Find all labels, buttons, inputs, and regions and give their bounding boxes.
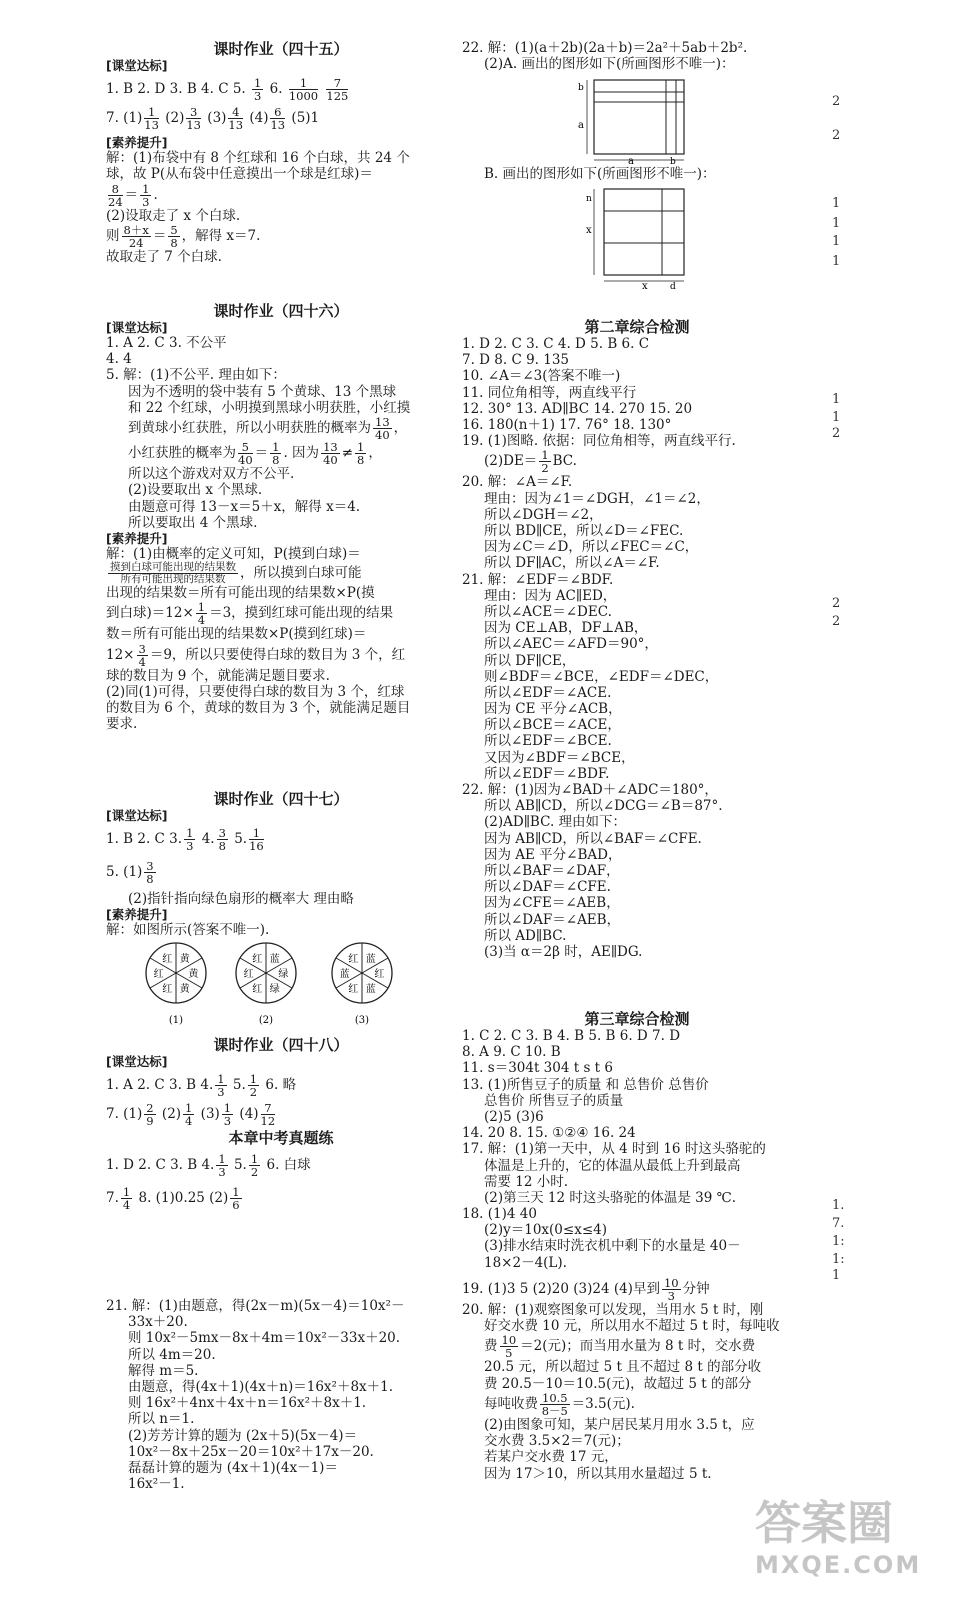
tag-improve: [素养提升]	[106, 530, 168, 546]
sector-label: 红	[348, 953, 359, 965]
figure-caption: (2)	[258, 1014, 274, 1026]
svg-text:b: b	[670, 157, 676, 167]
text-line: 需要 12 小时.	[484, 1173, 569, 1190]
text-line: 12× $\frac{3}{4}$ ＝9，所以只要使得白球的数目为 3 个，红	[106, 641, 406, 669]
answer-line: 1. D 2. C 3. C 4. D 5. B 6. C	[462, 336, 650, 352]
sector-label: 蓝	[365, 983, 376, 995]
sector-label: 红	[153, 968, 164, 980]
section-title: 第二章综合检测	[584, 318, 690, 336]
sector-label: 蓝	[269, 953, 280, 965]
answer-line: 11. s＝304t 304 t s t 6	[462, 1060, 613, 1077]
text-line: 费 20.5－10＝10.5(元)，故超过 5 t 的部分	[484, 1375, 752, 1392]
text-line: 因为∠CFE＝∠AEB，	[484, 895, 620, 912]
text-line: 理由：因为 AC∥ED，	[484, 587, 617, 604]
answer-line: 8. A 9. C 10. B	[462, 1044, 561, 1061]
text-line: 16x²－1.	[128, 1476, 185, 1493]
tag-classroom: [课堂达标]	[106, 808, 168, 823]
text-line: (2)设取走了 x 个白球.	[106, 207, 241, 224]
sector-label: 黄	[179, 983, 190, 995]
text-line: (2)y＝10x(0≤x≤4)	[484, 1222, 607, 1239]
svg-text:a: a	[628, 156, 634, 167]
text-line: 所以∠EDF＝∠ACE.	[484, 684, 612, 701]
text-line: 所以∠AEC＝∠AFD＝90°，	[484, 636, 658, 653]
tag-classroom: [课堂达标]	[106, 320, 168, 335]
text-line: 数＝所有可能出现的结果数×P(摸到红球)＝	[106, 626, 367, 643]
watermark-en: MXQE.COM	[755, 1551, 922, 1579]
edge-char: 1:	[832, 1234, 845, 1249]
answer-line: 总售价 所售豆子的质量	[484, 1092, 624, 1109]
fraction: $\frac{7}{125}$	[326, 76, 349, 104]
text-line: 所以∠DAF＝∠AEB，	[484, 911, 621, 928]
answer-line: 12. 30° 13. AD∥BC 14. 270 15. 20	[462, 400, 693, 417]
text-line: 故取走了 7 个白球.	[106, 249, 222, 266]
section-47	[106, 790, 456, 1029]
text-line: (2)A. 画出的图形如下(所画图形不唯一)：	[484, 56, 735, 73]
answer-line: 10. ∠A＝∠3(答案不唯一)	[462, 368, 621, 385]
sector-label: 红	[162, 953, 173, 965]
question-21	[106, 1298, 456, 1492]
text-line: 若某户交水费 17 元，	[484, 1449, 618, 1466]
answer-line: (2)DE＝ $\frac{1}{2}$ BC.	[484, 448, 577, 476]
text-line: (2)第三天 12 时这头骆驼的体温是 39 ℃.	[484, 1189, 737, 1206]
text-line: 交水费 3.5×2＝7(元)；	[484, 1433, 630, 1450]
text-line: (2)同(1)可得，只要使得白球的数目为 3 个，红球	[106, 683, 405, 700]
text-line: 和 22 个红球，小明摸到黑球小明获胜，小红摸	[128, 399, 411, 416]
answer-line: 1. B 2. D 3. B 4. C 5. $\frac{1}{3}$ 6. $\frac{1}{1000}$ $\frac{7}{125}$	[106, 76, 349, 104]
text-line: 33x＋20.	[128, 1314, 188, 1331]
edge-char: 2	[832, 596, 841, 611]
text-line: 22. 解：(1)因为∠BAD＋∠ADC＝180°，	[462, 782, 718, 798]
text-line: 则 10x²－5mx－8x＋4m＝10x²－33x＋20.	[128, 1330, 401, 1347]
svg-text:x: x	[642, 280, 648, 292]
text-line: 又因为∠BDF＝∠BCE，	[484, 749, 635, 766]
answer-line: (2)5 (3)6	[484, 1108, 544, 1125]
text-line: 因为 AE 平分∠BAD，	[484, 846, 622, 863]
figure-a	[462, 72, 812, 166]
tag-improve: [素养提升]	[106, 907, 168, 923]
edge-char: 1.	[832, 1198, 845, 1213]
answer-line: 1. B 2. C 3. $\frac{1}{3}$ 4. $\frac{3}{8}$ 5. $\frac{1}{16}$	[106, 826, 264, 854]
question-22a	[462, 40, 812, 293]
text-line: 因为不透明的袋中装有 5 个黄球、13 个黑球	[128, 383, 397, 400]
text-line: 因为∠C＝∠D，所以∠FEC＝∠C，	[484, 539, 699, 556]
answer-line: 19. (1)3 5 (2)20 (3)24 (4)早到 $\frac{10}{3}$ 分钟	[462, 1275, 710, 1303]
edge-char: 2	[832, 128, 841, 143]
section-title: 本章中考真题练	[228, 1129, 334, 1148]
answer-line: 7. D 8. C 9. 135	[462, 352, 570, 369]
edge-char: 2	[832, 426, 841, 441]
text-line: 所以∠EDF＝∠BCE.	[484, 733, 612, 750]
sector-label: 红	[348, 983, 359, 995]
edge-char: 1	[832, 216, 841, 231]
answer-line: 13. (1)所售豆子的质量 和 总售价 总售价	[462, 1076, 709, 1093]
text-line: 解：(1)由概率的定义可知，P(摸到白球)＝	[106, 545, 361, 562]
text-line: (2)指针指向绿色扇形的概率大 理由略	[128, 891, 354, 908]
edge-char: 1	[832, 196, 841, 211]
edge-char: 1	[832, 392, 841, 407]
text-line: 因为 CE⊥AB，DF⊥AB，	[484, 620, 648, 637]
section-title: 课时作业（四十六）	[213, 302, 349, 320]
text-line: 所以∠EDF＝∠BDF.	[484, 765, 610, 782]
fraction: $\frac{1}{1000}$	[288, 76, 319, 104]
text-line: 所以 n＝1.	[128, 1411, 195, 1428]
text-line: 的数目为 6 个，黄球的数目为 3 个，就能满足题目	[106, 700, 411, 717]
sector-label: 红	[243, 968, 254, 980]
text-line: 体温是上升的，它的体温从最低上升到最高	[484, 1157, 741, 1174]
svg-text:a: a	[578, 120, 584, 132]
text-line: 所以 DF∥CE，	[484, 652, 576, 669]
answer-line: 5. (1) $\frac{3}{8}$	[106, 859, 154, 887]
text-line: 磊磊计算的题为 (4x＋1)(4x－1)＝	[128, 1459, 338, 1476]
text-line: $\frac{8}{24}$ ＝ $\frac{1}{3}$ .	[108, 181, 158, 209]
text-line: 所以 AD∥BC.	[484, 927, 567, 944]
svg-text:n: n	[586, 193, 592, 204]
text-line: 球的数目为 9 个，就能满足题目要求.	[106, 667, 330, 684]
chapter-3-test	[462, 1010, 812, 1482]
answer-line: 11. 同位角相等，两直线平行	[462, 384, 637, 401]
answer-line: 7. (1) $\frac{2}{9}$ (2) $\frac{1}{4}$ (3) $\frac{1}{3}$ (4) $\frac{7}{12}$	[106, 1101, 276, 1129]
section-title: 课时作业（四十八）	[213, 1036, 349, 1054]
edge-char: 1	[832, 1268, 841, 1283]
text-line: 因为 CE 平分∠ACB，	[484, 701, 622, 718]
figure-b	[462, 183, 812, 293]
text-line: 所以 BD∥CE，所以∠D＝∠FEC.	[484, 523, 684, 539]
text-line: 所以 AB∥CD，所以∠DCG＝∠B＝87°.	[484, 798, 723, 815]
text-line: 22. 解：(1)(a＋2b)(2a＋b)＝2a²＋5ab＋2b².	[462, 40, 748, 56]
text-line: 18×2－4(L).	[484, 1254, 567, 1271]
watermark-logo	[755, 1496, 945, 1596]
svg-text:b: b	[578, 83, 584, 94]
svg-text:d: d	[670, 281, 676, 292]
answer-line: 7. (1) $\frac{1}{13}$ (2) $\frac{3}{13}$ (3) $\frac{4}{13}$ (4) $\frac{6}{13}$ (5)1	[106, 105, 320, 133]
section-45	[106, 40, 456, 265]
tag-classroom: [课堂达标]	[106, 1054, 168, 1069]
text-line: 所以∠BCE＝∠ACE，	[484, 717, 621, 734]
section-title: 课时作业（四十五）	[213, 40, 349, 58]
edge-char: 1	[832, 254, 841, 269]
text-line: 20. 解：∠A＝∠F.	[462, 474, 573, 491]
text-line: 每吨收费 $\frac{10.5}{8-5}$ ＝3.5(元).	[484, 1390, 635, 1418]
answer-line: 1. D 2. C 3. B 4. $\frac{1}{3}$ 5. $\frac{1}{2}$ 6. 白球	[106, 1152, 311, 1180]
text-line: (2)设要取出 x 个黑球.	[128, 482, 263, 499]
text-line: 则 $\frac{8+x}{24}$ ＝ $\frac{5}{8}$ ，解得 x＝7.	[106, 222, 261, 250]
text-line: 因为 AB∥CD，所以∠BAF＝∠CFE.	[484, 830, 702, 847]
text-line: 到白球)＝12× $\frac{1}{4}$ ＝3，摸到红球可能出现的结果	[106, 600, 394, 628]
text-line: 解：如图所示(答案不唯一).	[106, 922, 270, 939]
text-line: 所以∠ACE＝∠DEC.	[484, 603, 612, 620]
section-46	[106, 302, 456, 733]
text-line: (3)当 α＝2β 时，AE∥DG.	[484, 943, 643, 960]
text-line: 所以∠DGH＝∠2，	[484, 506, 603, 523]
sector-label: 黄	[179, 953, 190, 965]
text-line: 理由：因为∠1＝∠DGH，∠1＝∠2，	[484, 490, 710, 507]
text-line: 所以 4m＝20.	[128, 1346, 216, 1363]
section-title: 第三章综合检测	[584, 1010, 690, 1028]
section-48	[106, 1036, 456, 1212]
answer-line: 4. 4	[106, 351, 132, 368]
chapter-2-test	[462, 318, 812, 960]
watermark-cn: 答案圈	[755, 1496, 893, 1550]
text-line: 18. (1)4 40	[462, 1206, 537, 1223]
text-line: 则 16x²＋4nx＋4x＋n＝16x²＋8x＋1.	[128, 1395, 367, 1412]
text-line: 21. 解：(1)由题意，得(2x－m)(5x－4)＝10x²－	[106, 1298, 405, 1314]
answer-line: 1. C 2. C 3. B 4. B 5. B 6. D 7. D	[462, 1028, 681, 1044]
edge-char: 2	[832, 614, 841, 629]
text-line: 由题意，得(4x＋1)(4x＋n)＝16x²＋8x＋1.	[128, 1378, 394, 1395]
section-title: 课时作业（四十七）	[213, 790, 349, 808]
svg-text:x: x	[586, 224, 592, 236]
sector-label: 红	[252, 983, 263, 995]
sector-label: 蓝	[339, 968, 350, 980]
sector-label: 红	[162, 983, 173, 995]
edge-char: 7.	[832, 1216, 845, 1231]
edge-char: 2	[832, 94, 841, 109]
edge-char: 1	[832, 234, 841, 249]
answer-line: 1. A 2. C 3. B 4. $\frac{1}{3}$ 5. $\frac{1}{2}$ 6. 略	[106, 1072, 297, 1100]
text-line: 费 $\frac{10}{5}$ ＝2(元)；而当用水量为 8 t 时，交水费	[484, 1333, 756, 1361]
tag-classroom: [课堂达标]	[106, 58, 168, 73]
text-line: 则∠BDF＝∠BCE，∠EDF＝∠DEC，	[484, 668, 719, 685]
text-line: $\frac{\text{摸到白球可能出现的结果数}}{\text{所有可能出现的结果数}}$ ，所以摸到白球可能	[110, 561, 362, 586]
text-line: (3)排水结束时洗衣机中剩下的水量是 40－	[484, 1238, 741, 1255]
text-line: 所以∠BAF＝∠DAF，	[484, 862, 620, 879]
text-line: 到黄球小红获胜，所以小明获胜的概率为 $\frac{13}{40}$ ，	[128, 414, 408, 442]
text-line: (2)由图象可知，某户居民某月用水 3.5 t，应	[484, 1416, 755, 1433]
text-line: 所以 DF∥AC，所以∠A＝∠F.	[484, 555, 660, 572]
sector-label: 绿	[269, 983, 280, 995]
answer-line: 16. 180(n＋1) 17. 76° 18. 130°	[462, 416, 672, 433]
tag-improve: [素养提升]	[106, 135, 168, 151]
sector-label: 蓝	[365, 953, 376, 965]
sector-label: 绿	[278, 968, 289, 980]
answer-line: 7. $\frac{1}{4}$ 8. (1)0.25 (2) $\frac{1}{6}$	[106, 1185, 240, 1213]
text-line: 所以要取出 4 个黑球.	[128, 514, 258, 531]
text-line: 要求.	[106, 716, 138, 733]
text-line: 球，故 P(从布袋中任意摸出一个球是红球)＝	[106, 166, 373, 183]
text-line: 20. 解：(1)观察图象可以发现，当用水 5 t 时，刚	[462, 1301, 764, 1318]
figure-caption: (3)	[354, 1014, 370, 1026]
text-line: 21. 解：∠EDF＝∠BDF.	[462, 571, 614, 588]
text-line: 所以∠DAF＝∠CFE.	[484, 879, 611, 896]
fraction: $\frac{1}{3}$	[254, 76, 262, 104]
edge-char: 1:	[832, 1252, 845, 1267]
answer-line: 19. (1)图略. 依据：同位角相等，两直线平行.	[462, 433, 736, 450]
text-line: 出现的结果数＝所有可能出现的结果数×P(摸	[106, 585, 375, 602]
edge-char: 1	[832, 410, 841, 425]
text-line: 所以这个游戏对双方不公平.	[128, 466, 295, 483]
text-line: 解得 m＝5.	[128, 1362, 199, 1379]
sector-label: 红	[374, 968, 385, 980]
answer-line: 14. 20 8. 15. ①②④ 16. 24	[462, 1125, 636, 1142]
answer-line: 5. 解：(1)不公平. 理由如下：	[106, 367, 286, 384]
text-line: 17. 解：(1)第一天中，从 4 时到 16 时这头骆驼的	[462, 1141, 766, 1158]
text-line: 10x²－8x＋25x－20＝10x²＋17x－20.	[128, 1443, 374, 1460]
text-line: 小红获胜的概率为 $\frac{5}{40}$ ＝ $\frac{1}{8}$ . 因为 $\frac{13}{40}$ ≠ $\frac{1}{8}$ ，	[128, 440, 382, 468]
sector-label: 红	[252, 953, 263, 965]
sector-label: 黄	[188, 968, 199, 980]
text-line: (2)AD∥BC. 理由如下：	[484, 814, 627, 831]
figure-caption: (1)	[168, 1014, 184, 1026]
spinner-figures	[106, 939, 456, 1029]
text-line: 因为 17＞10，所以其用水量超过 5 t.	[484, 1465, 712, 1482]
text-line: 好交水费 10 元，所以用水不超过 5 t 时，每吨收	[484, 1318, 780, 1335]
text-line: 20.5 元，所以超过 5 t 且不超过 8 t 的部分收	[484, 1359, 762, 1376]
text-line: 解：(1)布袋中有 8 个红球和 16 个白球，共 24 个	[106, 150, 410, 167]
text-line: (2)芳芳计算的题为 (2x＋5)(5x－4)＝	[128, 1427, 358, 1444]
answer-line: 1. A 2. C 3. 不公平	[106, 335, 227, 351]
text-line: 由题意可得 13－x＝5＋x，解得 x＝4.	[128, 498, 361, 515]
text-line: B. 画出的图形如下(所画图形不唯一)：	[484, 166, 716, 183]
